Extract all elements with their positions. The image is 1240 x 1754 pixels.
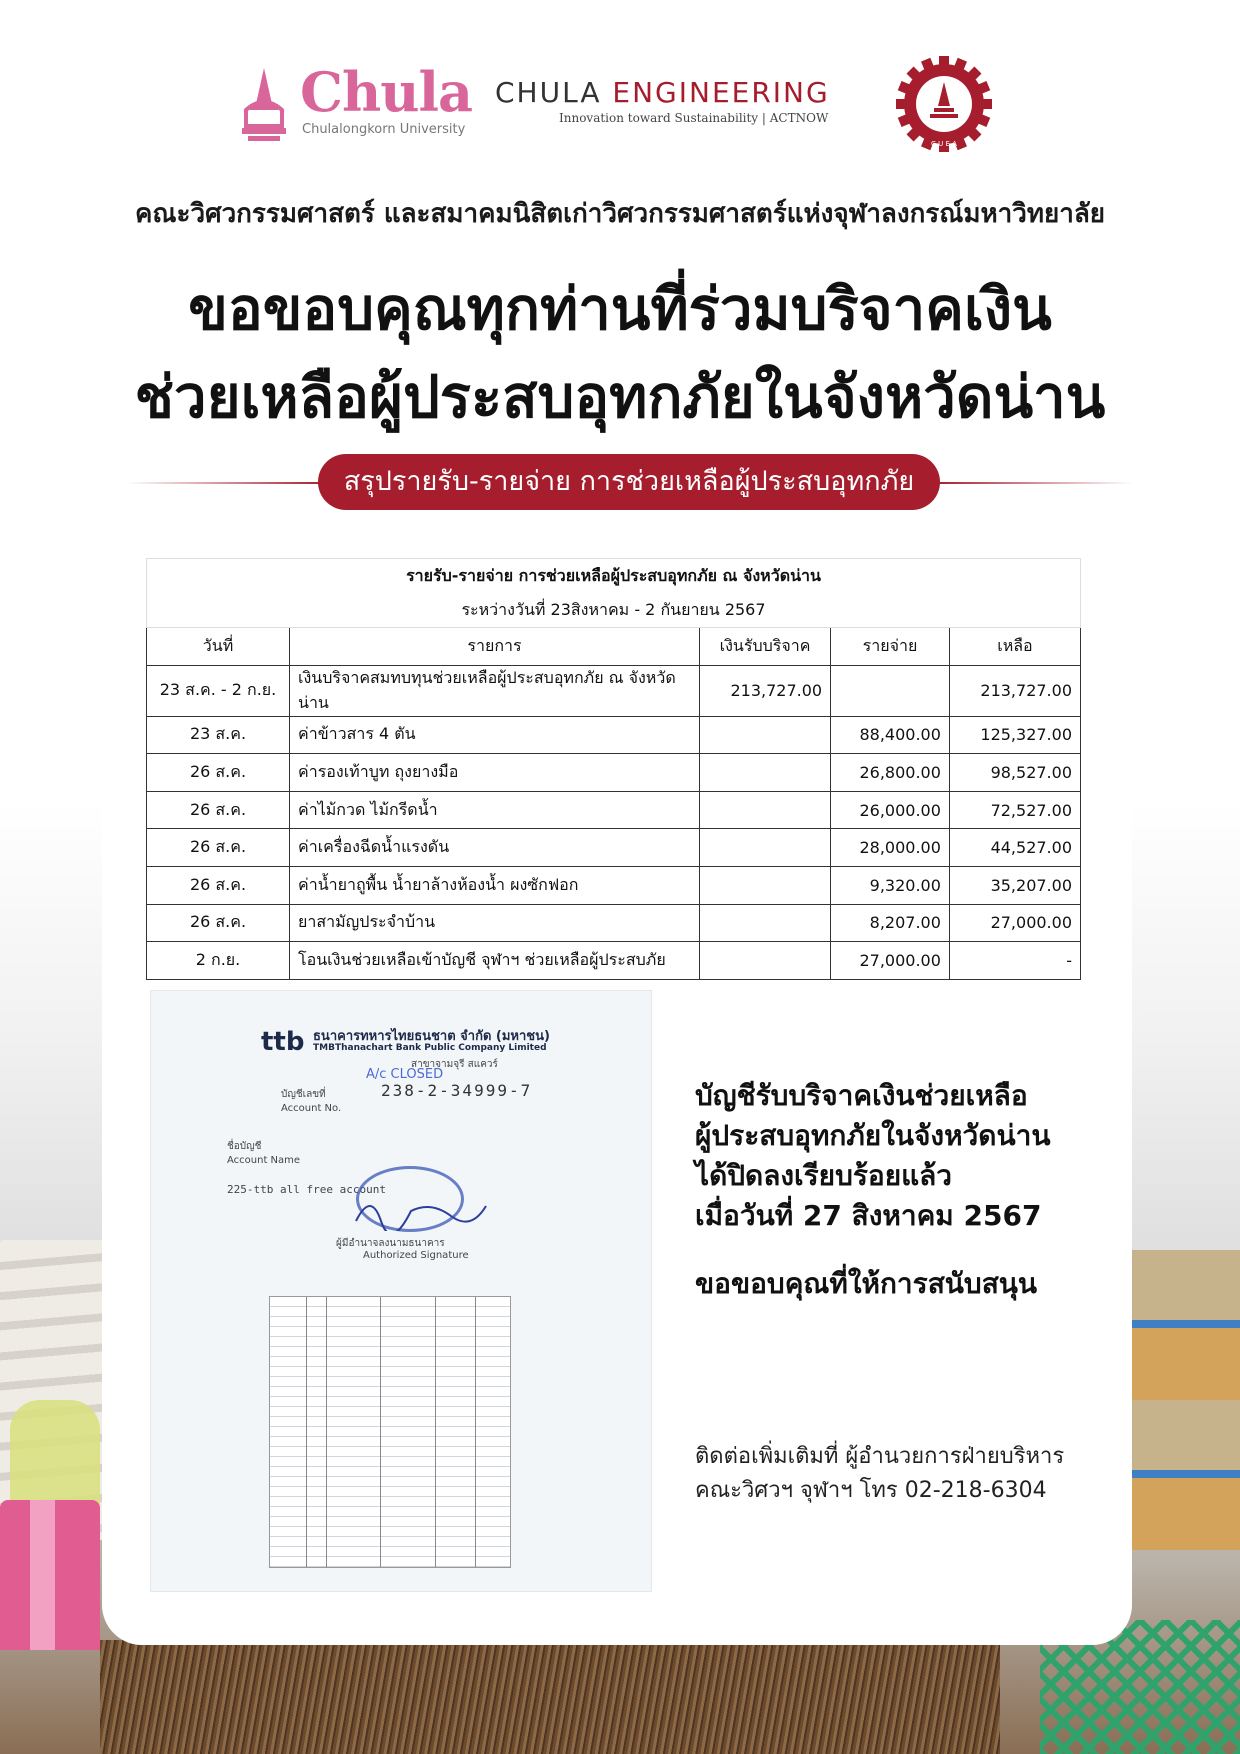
signature-label-en: Authorized Signature	[363, 1250, 469, 1261]
contact-info	[695, 1440, 1064, 1508]
branch-name: สาขาจามจุรี สแควร์	[411, 1059, 498, 1070]
closed-notice-line-4: เมื่อวันที่ 27 สิงหาคม 2567	[695, 1199, 1042, 1232]
row-item: ค่าน้ำยาถูพื้น น้ำยาล้างห้องน้ำ ผงซักฟอก	[290, 866, 700, 904]
row-balance: -	[949, 942, 1080, 980]
account-name-label-th: ชื่อบัญชี	[227, 1141, 262, 1152]
bank-name-en: TMBThanachart Bank Public Company Limited	[313, 1043, 547, 1053]
chula-subtitle: Chulalongkorn University	[302, 122, 466, 137]
row-balance: 213,727.00	[949, 665, 1080, 716]
header-balance: เหลือ	[949, 628, 1080, 666]
row-expense: 26,800.00	[831, 754, 950, 792]
eng-tagline: Innovation toward Sustainability | ACTNOW	[559, 111, 829, 125]
chula-logo	[238, 60, 473, 144]
row-date: 26 ส.ค.	[147, 829, 290, 867]
closed-stamp-text: A/c CLOSED	[366, 1067, 444, 1082]
eng-title-engineering: ENGINEERING	[612, 76, 830, 109]
row-expense: 26,000.00	[831, 791, 950, 829]
row-date: 23 ส.ค. - 2 ก.ย.	[147, 665, 290, 716]
closed-notice-line-1: บัญชีรับบริจาคเงินช่วยเหลือ	[695, 1079, 1028, 1112]
engineering-seal-logo	[894, 54, 994, 154]
gear-seal-icon	[894, 54, 994, 154]
row-balance: 35,207.00	[949, 866, 1080, 904]
ttb-logo: ttb	[261, 1027, 305, 1057]
summary-ribbon: สรุปรายรับ-รายจ่าย การช่วยเหลือผู้ประสบอุทกภัย	[318, 454, 940, 510]
closed-notice-line-3: ได้ปิดลงเรียบร้อยแล้ว	[695, 1159, 953, 1192]
ribbon-line-left	[126, 482, 326, 484]
table-header-row	[147, 628, 1081, 666]
account-type: 225-ttb all free account	[227, 1183, 386, 1196]
account-closed-notice	[695, 1076, 1050, 1236]
row-date: 2 ก.ย.	[147, 942, 290, 980]
row-item: ยาสามัญประจำบ้าน	[290, 904, 700, 942]
chula-engineering-logo	[495, 76, 845, 136]
account-label-th: บัญชีเลขที่	[281, 1089, 326, 1100]
chula-emblem-icon	[238, 64, 290, 144]
headline-line-1: ขอขอบคุณทุกท่านที่ร่วมบริจาคเงิน	[188, 275, 1052, 343]
row-date: 26 ส.ค.	[147, 866, 290, 904]
thanks-text: ขอขอบคุณที่ให้การสนับสนุน	[695, 1267, 1038, 1300]
row-balance: 27,000.00	[949, 904, 1080, 942]
table-row	[147, 754, 1081, 792]
table-row	[147, 904, 1081, 942]
supply-boxes-photo	[1130, 1250, 1240, 1550]
row-expense: 88,400.00	[831, 716, 950, 754]
table-caption-period: ระหว่างวันที่ 23สิงหาคม - 2 กันยายน 2567	[147, 593, 1081, 628]
row-item: ค่ารองเท้าบูท ถุงยางมือ	[290, 754, 700, 792]
row-item: ค่าไม้กวด ไม้กรีดน้ำ	[290, 791, 700, 829]
row-date: 23 ส.ค.	[147, 716, 290, 754]
signature-mark	[351, 1191, 491, 1231]
faculty-line: คณะวิศวกรรมศาสตร์ และสมาคมนิสิตเก่าวิศวกรรมศาสตร์แห่งจุฬาลงกรณ์มหาวิทยาลัย	[134, 199, 1106, 229]
row-item: เงินบริจาคสมทบทุนช่วยเหลือผู้ประสบอุทกภัย ณ จังหวัดน่าน	[290, 665, 700, 716]
row-expense: 8,207.00	[831, 904, 950, 942]
table-row	[147, 829, 1081, 867]
row-item: ค่าข้าวสาร 4 ตัน	[290, 716, 700, 754]
row-expense: 28,000.00	[831, 829, 950, 867]
table-row	[147, 665, 1081, 716]
detergent-jugs-photo	[0, 1500, 100, 1650]
signature-label-th: ผู้มีอำนาจลงนามธนาคาร	[336, 1238, 445, 1249]
row-expense: 9,320.00	[831, 866, 950, 904]
income-expense-table	[146, 558, 1081, 980]
row-item: ค่าเครื่องฉีดน้ำแรงดัน	[290, 829, 700, 867]
row-income	[700, 866, 831, 904]
row-expense: 27,000.00	[831, 942, 950, 980]
row-income	[700, 754, 831, 792]
headline-line-2: ช่วยเหลือผู้ประสบอุทกภัยในจังหวัดน่าน	[134, 363, 1106, 431]
account-label-en: Account No.	[281, 1103, 342, 1114]
header-date: วันที่	[147, 628, 290, 666]
header-expense: รายจ่าย	[831, 628, 950, 666]
header-income: เงินรับบริจาค	[700, 628, 831, 666]
chula-wordmark: Chula	[300, 60, 473, 124]
closed-notice-line-2: ผู้ประสบอุทกภัยในจังหวัดน่าน	[695, 1119, 1051, 1152]
brooms-photo	[100, 1640, 1000, 1754]
table-caption-row	[147, 593, 1081, 628]
header-item: รายการ	[290, 628, 700, 666]
row-balance: 125,327.00	[949, 716, 1080, 754]
table-row	[147, 942, 1081, 980]
row-date: 26 ส.ค.	[147, 754, 290, 792]
ribbon-line-right	[934, 482, 1134, 484]
transaction-ledger	[269, 1296, 511, 1568]
row-balance: 98,527.00	[949, 754, 1080, 792]
row-balance: 44,527.00	[949, 829, 1080, 867]
row-income	[700, 716, 831, 754]
row-income	[700, 829, 831, 867]
table-row	[147, 866, 1081, 904]
contact-line-2: คณะวิศวฯ จุฬาฯ โทร 02-218-6304	[695, 1478, 1047, 1503]
account-number: 238-2-34999-7	[381, 1081, 533, 1100]
row-income	[700, 942, 831, 980]
row-income	[700, 904, 831, 942]
table-row	[147, 791, 1081, 829]
bank-statement-scan	[150, 990, 652, 1592]
row-income: 213,727.00	[700, 665, 831, 716]
row-date: 26 ส.ค.	[147, 791, 290, 829]
row-date: 26 ส.ค.	[147, 904, 290, 942]
contact-line-1: ติดต่อเพิ่มเติมที่ ผู้อำนวยการฝ่ายบริหาร	[695, 1444, 1065, 1469]
account-name-label-en: Account Name	[227, 1155, 301, 1166]
row-balance: 72,527.00	[949, 791, 1080, 829]
seal-text: C U E A	[931, 140, 957, 148]
table-caption-title: รายรับ-รายจ่าย การช่วยเหลือผู้ประสบอุทกภัย ณ จังหวัดน่าน	[147, 559, 1081, 594]
bank-name-th: ธนาคารทหารไทยธนชาต จำกัด (มหาชน)	[313, 1029, 550, 1044]
row-income	[700, 791, 831, 829]
row-item: โอนเงินช่วยเหลือเข้าบัญชี จุฬาฯ ช่วยเหลือผู้ประสบภัย	[290, 942, 700, 980]
table-caption-row	[147, 559, 1081, 594]
table-row	[147, 716, 1081, 754]
row-expense	[831, 665, 950, 716]
eng-title-chula: CHULA	[495, 76, 602, 109]
